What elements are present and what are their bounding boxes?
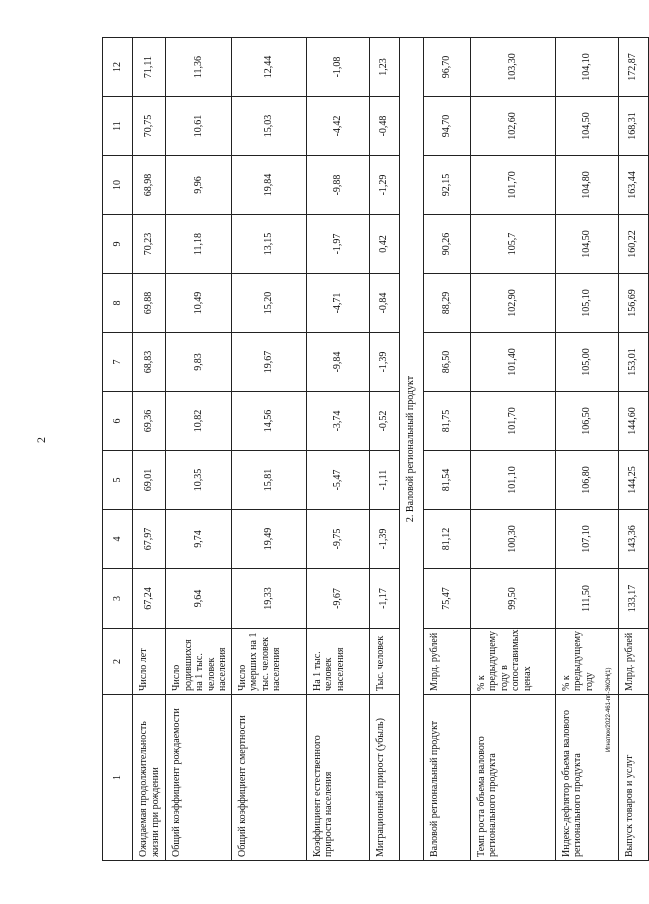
value-cell: -9,67	[306, 569, 369, 629]
value-cell: -0,52	[369, 392, 399, 451]
value-cell: 9,83	[166, 333, 232, 392]
value-cell: -1,08	[306, 38, 369, 97]
value-cell: 104,80	[555, 156, 618, 215]
value-cell: 102,90	[470, 274, 555, 333]
value-cell: 70,75	[133, 97, 166, 156]
value-cell: 19,84	[231, 156, 306, 215]
value-cell: 105,10	[555, 274, 618, 333]
indicator-cell: Ожидаемая продолжительность жизни при рождении	[133, 695, 166, 861]
value-cell: 172,87	[618, 38, 648, 97]
value-cell: -1,97	[306, 215, 369, 274]
value-cell: 99,50	[470, 569, 555, 629]
statistics-table	[102, 37, 649, 861]
value-cell: 105,00	[555, 333, 618, 392]
value-cell: 9,96	[166, 156, 232, 215]
value-cell: 90,26	[423, 215, 470, 274]
value-cell: 103,30	[470, 38, 555, 97]
value-cell: 105,7	[470, 215, 555, 274]
value-cell: 81,12	[423, 510, 470, 569]
value-cell: 160,22	[618, 215, 648, 274]
unit-cell: Число умерших на 1 тыс. человек населения	[231, 629, 306, 695]
value-cell: -1,39	[369, 333, 399, 392]
value-cell: -0,84	[369, 274, 399, 333]
value-cell: 100,30	[470, 510, 555, 569]
value-cell: 0,42	[369, 215, 399, 274]
value-cell: 69,88	[133, 274, 166, 333]
value-cell: 71,11	[133, 38, 166, 97]
indicator-cell: Выпуск товаров и услуг	[618, 695, 648, 861]
value-cell: 88,29	[423, 274, 470, 333]
value-cell: 101,70	[470, 156, 555, 215]
table-row	[306, 38, 369, 861]
value-cell: 67,24	[133, 569, 166, 629]
value-cell: 133,17	[618, 569, 648, 629]
value-cell: 70,23	[133, 215, 166, 274]
value-cell: -4,71	[306, 274, 369, 333]
value-cell: 19,67	[231, 333, 306, 392]
value-cell: 92,15	[423, 156, 470, 215]
value-cell: 9,74	[166, 510, 232, 569]
value-cell: 104,50	[555, 97, 618, 156]
value-cell: 107,10	[555, 510, 618, 569]
value-cell: 10,82	[166, 392, 232, 451]
indicator-cell: Общий коэффициент рождаемости	[166, 695, 232, 861]
indicator-cell: Валовой региональный продукт	[423, 695, 470, 861]
value-cell: 104,10	[555, 38, 618, 97]
value-cell: 144,25	[618, 451, 648, 510]
value-cell: 111,50	[555, 569, 618, 629]
value-cell: -9,75	[306, 510, 369, 569]
value-cell: 1,23	[369, 38, 399, 97]
value-cell: 15,81	[231, 451, 306, 510]
value-cell: -4,42	[306, 97, 369, 156]
value-cell: 144,60	[618, 392, 648, 451]
indicator-cell: Индекс-дефлятор объема валового регионального продукта	[555, 695, 618, 861]
value-cell: -9,88	[306, 156, 369, 215]
value-cell: 104,50	[555, 215, 618, 274]
header-cell: 9	[103, 215, 133, 274]
value-cell: -1,17	[369, 569, 399, 629]
document-code: Игнатюк/2022-461-пп-ЭКОН(1)	[606, 667, 612, 752]
value-cell: 143,36	[618, 510, 648, 569]
value-cell: 168,31	[618, 97, 648, 156]
header-cell: 5	[103, 451, 133, 510]
value-cell: 11,36	[166, 38, 232, 97]
section-title: 2. Валовой региональный продукт	[399, 38, 423, 861]
value-cell: 81,75	[423, 392, 470, 451]
unit-cell: Млрд. рублей	[423, 629, 470, 695]
value-cell: 81,54	[423, 451, 470, 510]
value-cell: 94,70	[423, 97, 470, 156]
value-cell: -1,29	[369, 156, 399, 215]
value-cell: 101,70	[470, 392, 555, 451]
value-cell: 67,97	[133, 510, 166, 569]
value-cell: 153,01	[618, 333, 648, 392]
header-cell: 6	[103, 392, 133, 451]
value-cell: -5,47	[306, 451, 369, 510]
value-cell: 15,20	[231, 274, 306, 333]
indicator-cell: Общий коэффициент смертности	[231, 695, 306, 861]
value-cell: 13,15	[231, 215, 306, 274]
value-cell: 102,60	[470, 97, 555, 156]
unit-cell: % к предыдущему году	[555, 629, 618, 695]
header-cell: 1	[103, 695, 133, 861]
value-cell: 101,40	[470, 333, 555, 392]
table-row	[133, 38, 166, 861]
value-cell: 12,44	[231, 38, 306, 97]
header-cell: 3	[103, 569, 133, 629]
table-row	[231, 38, 306, 861]
value-cell: 68,83	[133, 333, 166, 392]
value-cell: 9,64	[166, 569, 232, 629]
unit-cell: Число родившихся на 1 тыс. человек населения	[166, 629, 232, 695]
value-cell: 10,35	[166, 451, 232, 510]
unit-cell: На 1 тыс. человек населения	[306, 629, 369, 695]
value-cell: 11,18	[166, 215, 232, 274]
indicator-cell: Темп роста объема валового регионального продукта	[470, 695, 555, 861]
value-cell: 163,44	[618, 156, 648, 215]
value-cell: -1,39	[369, 510, 399, 569]
value-cell: -1,11	[369, 451, 399, 510]
value-cell: -9,84	[306, 333, 369, 392]
header-cell: 8	[103, 274, 133, 333]
section-row	[399, 38, 423, 861]
value-cell: 156,69	[618, 274, 648, 333]
unit-cell: % к предыдущему году в сопоставимых ценах	[470, 629, 555, 695]
table-row	[618, 38, 648, 861]
value-cell: 10,49	[166, 274, 232, 333]
header-cell: 2	[103, 629, 133, 695]
value-cell: 106,50	[555, 392, 618, 451]
table-row	[369, 38, 399, 861]
value-cell: 19,49	[231, 510, 306, 569]
value-cell: 14,56	[231, 392, 306, 451]
value-cell: 68,98	[133, 156, 166, 215]
indicator-cell: Миграционный прирост (убыль)	[369, 695, 399, 861]
unit-cell: Тыс. человек	[369, 629, 399, 695]
table-row	[166, 38, 232, 861]
value-cell: 96,70	[423, 38, 470, 97]
header-row	[103, 38, 133, 861]
value-cell: 101,10	[470, 451, 555, 510]
value-cell: 69,36	[133, 392, 166, 451]
value-cell: -0,48	[369, 97, 399, 156]
value-cell: -3,74	[306, 392, 369, 451]
unit-cell: Млрд. рублей	[618, 629, 648, 695]
value-cell: 75,47	[423, 569, 470, 629]
header-cell: 10	[103, 156, 133, 215]
header-cell: 12	[103, 38, 133, 97]
value-cell: 15,03	[231, 97, 306, 156]
value-cell: 86,50	[423, 333, 470, 392]
value-cell: 10,61	[166, 97, 232, 156]
value-cell: 69,01	[133, 451, 166, 510]
table-row	[555, 38, 618, 861]
unit-cell: Число лет	[133, 629, 166, 695]
value-cell: 19,33	[231, 569, 306, 629]
table-row	[423, 38, 470, 861]
page-number: 2	[34, 437, 48, 443]
header-cell: 7	[103, 333, 133, 392]
value-cell: 106,80	[555, 451, 618, 510]
table-row	[470, 38, 555, 861]
header-cell: 11	[103, 97, 133, 156]
header-cell: 4	[103, 510, 133, 569]
indicator-cell: Коэффициент естественного прироста населения	[306, 695, 369, 861]
